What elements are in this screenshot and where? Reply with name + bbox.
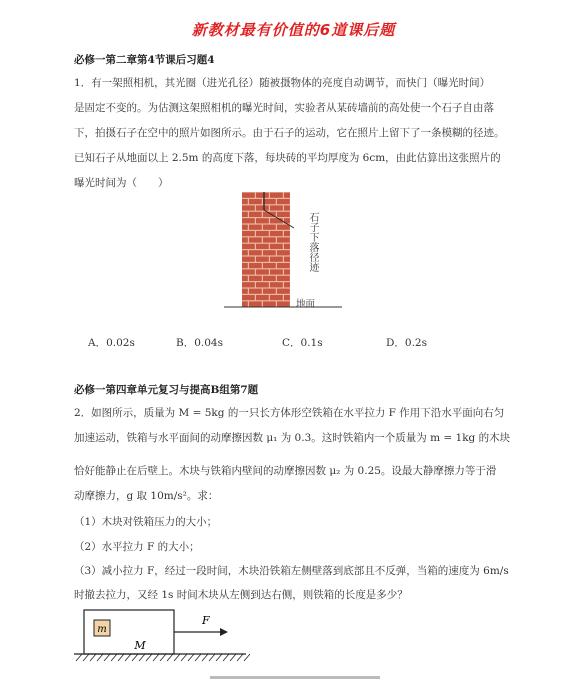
brick [242,282,255,287]
hatch-line [146,654,152,661]
brick [270,193,283,198]
brick [242,263,248,268]
brick [277,301,290,306]
hatch-line [97,654,103,661]
q1-source-heading: 必修一第二章第4节课后习题4 [74,54,215,66]
block-label: m [97,624,107,635]
brick [277,225,290,230]
hatch-line [209,654,215,661]
box-label: M [134,639,146,652]
q1-line-4: 已知石子从地面以上 2.5m 的高度下落，每块砖的平均厚度为 6cm，由此估算出这张照片的 [74,152,501,164]
brick [242,295,255,300]
hatch-line [83,654,89,661]
brick [263,237,276,242]
brick [284,193,290,198]
brick [242,276,248,281]
brick [284,257,290,262]
brick [270,269,283,274]
brick [284,295,290,300]
brick [277,212,290,217]
brick [263,276,276,281]
hatch-line [181,654,187,661]
brick [249,237,262,242]
brick [270,282,283,287]
hatch-line [132,654,138,661]
hatch-line [230,654,236,661]
brick [277,250,290,255]
brick [249,263,262,268]
q1-line-3: 下，拍摄石子在空中的照片如图所示。由于石子的运动，它在照片上留下了一条模糊的径迹。 [74,127,505,139]
q2-sub-1: （1）木块对铁箱压力的大小； [74,516,218,528]
hatch-line [167,654,173,661]
brick [242,212,248,217]
brick [249,276,262,281]
brick [270,244,283,249]
q2-sub-2: （2）水平拉力 F 的大小； [74,541,200,553]
brick [270,205,283,210]
q2-source-heading: 必修一第四章单元复习与提高B组第7题 [74,384,259,396]
brick [284,231,290,236]
brick [242,269,255,274]
hatch-line [188,654,194,661]
brick [256,295,269,300]
brick [263,250,276,255]
hatch-line [202,654,208,661]
hatch-line [216,654,222,661]
hatch-line [111,654,117,661]
q2-sub-3b: 时撤去拉力，又经 1s 时间木块从左侧到达右侧，则铁箱的长度是多少？ [74,589,408,601]
brick [284,244,290,249]
q2-sub-3a: （3）减小拉力 F，经过一段时间，木块沿铁箱左侧壁落到底部且不反弹，当箱的速度为 6m/s [74,565,509,577]
q1-line-2: 是固定不变的。为估测这架照相机的曝光时间，实验者从某砖墙前的高处使一个石子自由落 [74,102,494,114]
brick [277,199,290,204]
hatch-line [90,654,96,661]
ground-label: 地面 [296,299,316,310]
brick-wall [242,192,290,307]
q1-line-5: 曝光时间为（ ） [74,177,169,189]
hatch-line [104,654,110,661]
option-c: C．0.1s [282,337,323,349]
brick [256,193,269,198]
brick [256,218,269,223]
brick [270,231,283,236]
brick [277,276,290,281]
brick [249,212,262,217]
brick [256,269,269,274]
hatch-line [139,654,145,661]
brick [263,263,276,268]
q2-line-3: 恰好能静止在后壁上。木块与铁箱内壁间的动摩擦因数 μ₂ 为 0.25。设最大静摩擦力等于滑 [74,465,497,477]
brick [277,237,290,242]
brick [242,237,248,242]
brick [284,282,290,287]
brick [249,225,262,230]
option-d: D．0.2s [386,337,428,349]
box-block-figure [70,604,250,664]
hatch-line [174,654,180,661]
brick [284,205,290,210]
hatch-line [223,654,229,661]
brick [263,199,276,204]
brick [242,231,255,236]
brick [277,289,290,294]
hatch-line [160,654,166,661]
hatch-line [244,654,250,661]
hatch-line [153,654,159,661]
brick [242,244,255,249]
brick [249,199,262,204]
force-arrow-head [220,628,228,636]
brick [242,193,255,198]
brick [249,250,262,255]
brick-wall-figure [224,190,344,315]
brick [242,257,255,262]
brick [256,205,269,210]
hatch-line [195,654,201,661]
hatch-line [118,654,124,661]
hatch-line [125,654,131,661]
q2-line-2: 加速运动，铁箱与水平面间的动摩擦因数 μ₁ 为 0.3。这时铁箱内一个质量为 m = 1kg 的木块 [74,432,511,444]
brick [242,205,255,210]
option-b: B．0.04s [176,337,223,349]
brick [270,218,283,223]
force-label: F [202,614,210,627]
brick [242,199,248,204]
hatch-line [237,654,243,661]
brick [242,289,248,294]
brick [242,250,248,255]
brick [256,244,269,249]
brick [249,289,262,294]
brick [242,301,248,306]
brick [263,289,276,294]
option-a: A．0.02s [88,337,135,349]
brick [242,225,248,230]
brick [242,218,255,223]
brick [263,301,276,306]
brick [277,263,290,268]
brick [256,257,269,262]
brick [270,257,283,262]
brick [256,282,269,287]
page-title: 新教材最有价值的6道课后题 [191,21,396,39]
brick [284,269,290,274]
q2-line-1: 2．如图所示，质量为 M = 5kg 的一只长方体形空铁箱在水平拉力 F 作用下沿水平面向右匀 [74,407,505,419]
q2-line-4: 动摩擦力，g 取 10m/s²。求： [74,490,219,502]
hatch-line [76,654,82,661]
stone-path-label: 石子下落径迹 [307,212,318,272]
q1-line-1: 1．有一架照相机，其光圈（进光孔径）随被摄物体的亮度自动调节，而快门（曝光时间） [74,77,491,89]
brick [256,231,269,236]
floor-hatching [76,654,250,661]
brick [249,301,262,306]
brick [270,295,283,300]
brick [263,225,276,230]
